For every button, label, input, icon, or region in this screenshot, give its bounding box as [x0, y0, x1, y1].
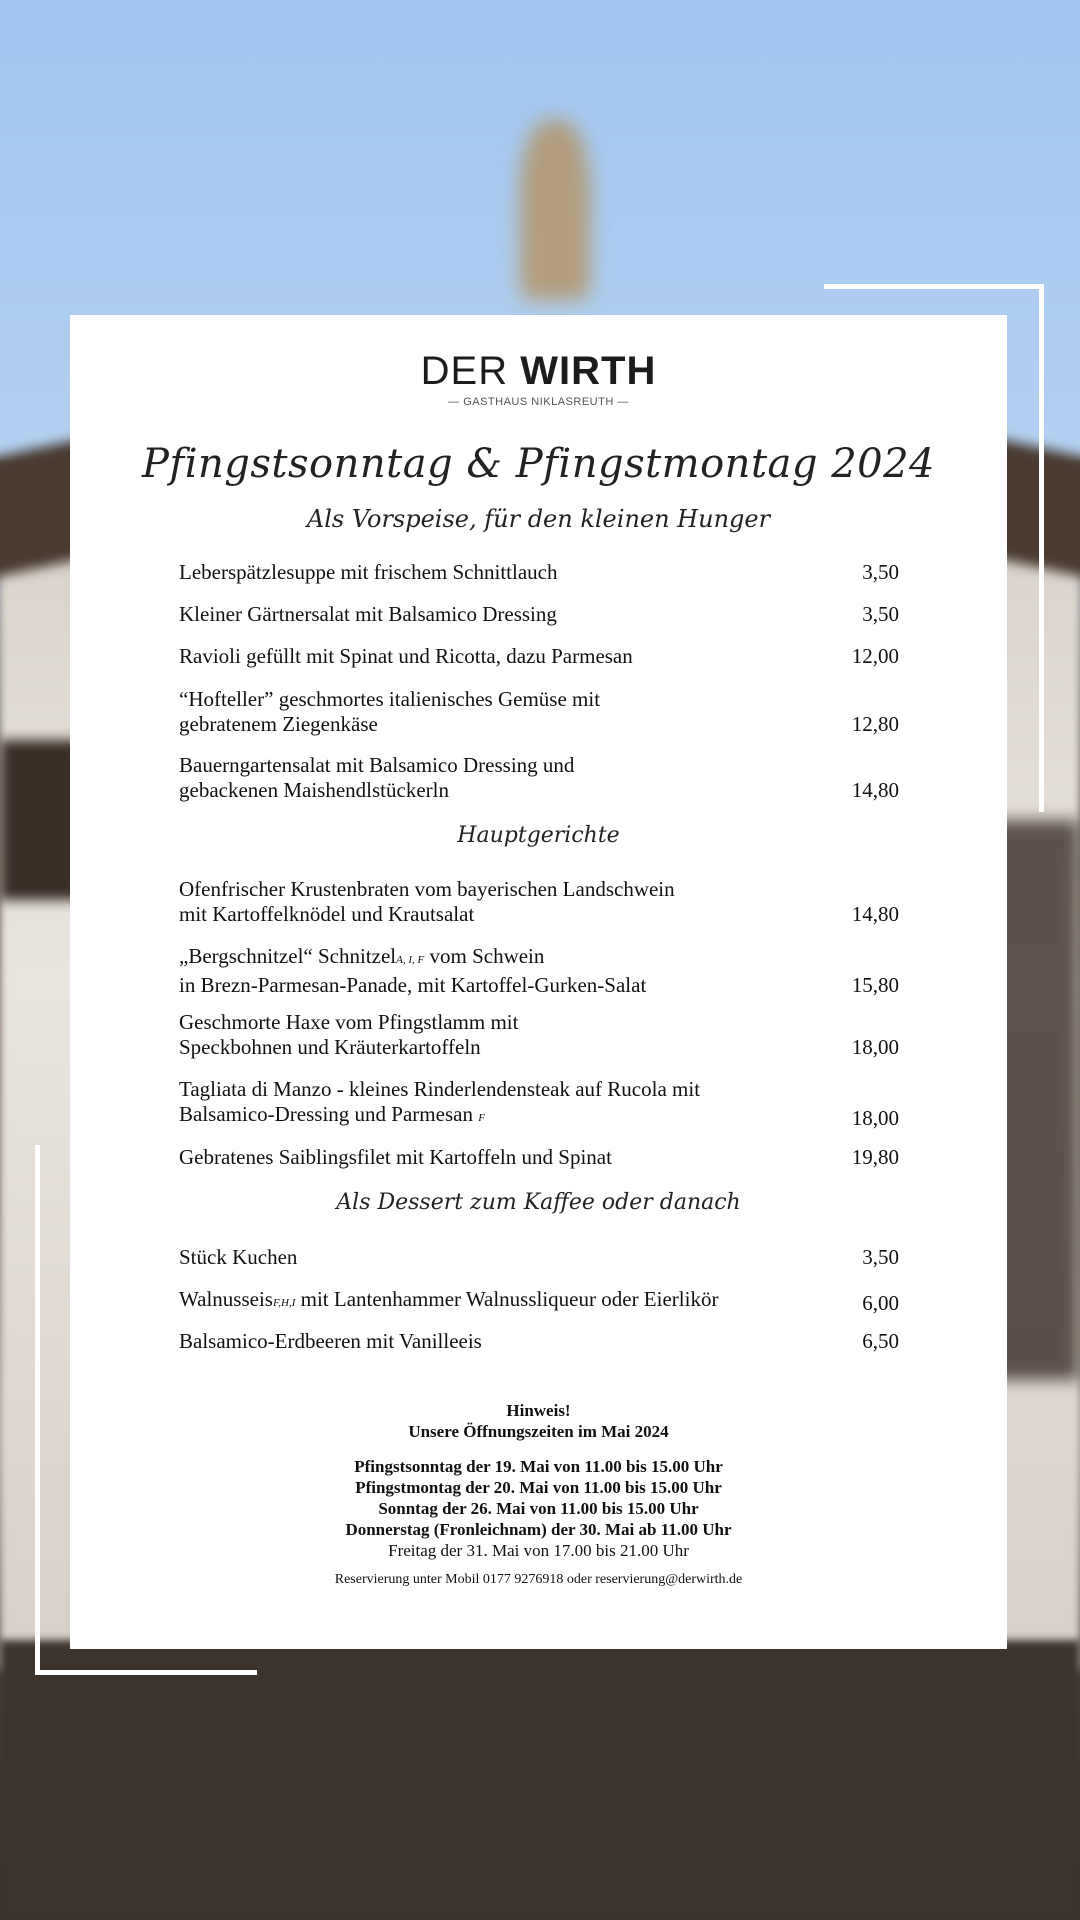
item-description-line-2: gebackenen Maishendlstückerln — [179, 778, 449, 802]
item-description-line-1: “Hofteller” geschmortes italienisches Gemüse mit — [179, 687, 601, 711]
mains-heading: Hauptgerichte — [457, 823, 620, 848]
menu-item — [179, 687, 899, 737]
item-price: 3,50 — [862, 560, 899, 584]
item-price: 3,50 — [862, 602, 899, 626]
item-price: 18,00 — [851, 1106, 899, 1130]
item-description: Ravioli gefüllt mit Spinat und Ricotta, dazu Parmesan — [179, 644, 633, 668]
reservation-info: Reservierung unter Mobil 0177 9276918 oder reservierung@derwirth.de — [334, 1572, 743, 1587]
item-price: 12,00 — [851, 644, 899, 668]
notice-subheading: Unsere Öffnungszeiten im Mai 2024 — [408, 1422, 669, 1441]
item-price: 18,00 — [851, 1035, 899, 1059]
item-description: Kleiner Gärtnersalat mit Balsamico Dressing — [179, 602, 557, 626]
item-price: 14,80 — [851, 902, 899, 926]
item-name: Walnusseis — [179, 1287, 273, 1311]
item-text: Balsamico-Dressing und Parmesan — [179, 1102, 473, 1126]
logo-brand-light: DER — [420, 349, 521, 393]
allergen-codes: A, I, F — [396, 954, 425, 966]
menu-item — [179, 1329, 899, 1354]
menu-item — [179, 644, 899, 669]
item-description: Balsamico-Erdbeeren mit Vanilleeis — [179, 1329, 482, 1353]
item-name: „Bergschnitzel“ Schnitzel — [179, 944, 397, 968]
logo-wordmark — [70, 349, 1007, 394]
hours-line: Donnerstag (Fronleichnam) der 30. Mai ab 11.00 Uhr — [345, 1520, 732, 1539]
item-price: 12,80 — [851, 712, 899, 736]
item-description-line-2: mit Kartoffelknödel und Krautsalat — [179, 902, 475, 926]
menu-item — [179, 1010, 899, 1060]
item-price: 6,00 — [862, 1291, 899, 1315]
menu-item — [179, 602, 899, 627]
menu-item — [179, 1287, 899, 1316]
logo-tagline: — GASTHAUS NIKLASREUTH — — [448, 396, 629, 408]
menu-item — [179, 560, 899, 585]
logo-brand-bold: WIRTH — [520, 349, 657, 393]
menu-item — [179, 944, 899, 998]
menu-item — [179, 1077, 899, 1131]
notice-heading: Hinweis! — [506, 1401, 571, 1420]
logo — [70, 349, 1007, 408]
notice — [70, 1400, 1007, 1589]
allergen-codes: F — [478, 1112, 485, 1124]
item-name-suffix: vom Schwein — [424, 944, 545, 968]
item-price: 3,50 — [862, 1245, 899, 1269]
menu-item — [179, 1145, 899, 1170]
item-description-line-2: in Brezn-Parmesan-Panade, mit Kartoffel-Gurken-Salat — [179, 973, 647, 997]
item-description: Leberspätzlesuppe mit frischem Schnittlauch — [179, 560, 558, 584]
background-tower — [520, 120, 590, 300]
menu-item — [179, 1245, 899, 1270]
hours-line: Pfingstmontag der 20. Mai von 11.00 bis 15.00 Uhr — [355, 1478, 722, 1497]
item-price: 19,80 — [851, 1145, 899, 1169]
item-description-line-2: gebratenem Ziegenkäse — [179, 712, 378, 736]
item-description-line-1 — [179, 944, 799, 973]
menu-item — [179, 877, 899, 927]
item-description — [179, 1287, 819, 1316]
item-price: 15,80 — [851, 973, 899, 997]
menu-title: Pfingstsonntag & Pfingstmontag 2024 — [142, 441, 935, 487]
item-price: 14,80 — [851, 778, 899, 802]
hours-line: Pfingstsonntag der 19. Mai von 11.00 bis 15.00 Uhr — [354, 1457, 723, 1476]
allergen-codes: F,H,I — [272, 1297, 296, 1309]
item-description: Gebratenes Saiblingsfilet mit Kartoffeln und Spinat — [179, 1145, 612, 1169]
item-description-line-1: Geschmorte Haxe vom Pfingstlamm mit — [179, 1010, 519, 1034]
menu-card — [70, 315, 1007, 1649]
item-name-suffix: mit Lantenhammer Walnussliqueur oder Eierlikör — [295, 1287, 719, 1311]
hours-line: Sonntag der 26. Mai von 11.00 bis 15.00 Uhr — [378, 1499, 699, 1518]
item-description-line-1: Bauerngartensalat mit Balsamico Dressing und — [179, 753, 575, 777]
menu-item — [179, 753, 899, 803]
hours-line: Freitag der 31. Mai von 17.00 bis 21.00 Uhr — [388, 1541, 689, 1560]
background-ground — [0, 1640, 1080, 1920]
item-description-line-1: Ofenfrischer Krustenbraten vom bayerischen Landschwein — [179, 877, 675, 901]
item-price: 6,50 — [862, 1329, 899, 1353]
dessert-heading: Als Dessert zum Kaffee oder danach — [336, 1190, 741, 1215]
item-description: Stück Kuchen — [179, 1245, 298, 1269]
starters-heading: Als Vorspeise, für den kleinen Hunger — [306, 505, 771, 533]
item-description-line-2: Speckbohnen und Kräuterkartoffeln — [179, 1035, 481, 1059]
item-description-line-2 — [179, 1102, 799, 1131]
item-description-line-1: Tagliata di Manzo - kleines Rinderlendensteak auf Rucola mit — [179, 1077, 701, 1101]
